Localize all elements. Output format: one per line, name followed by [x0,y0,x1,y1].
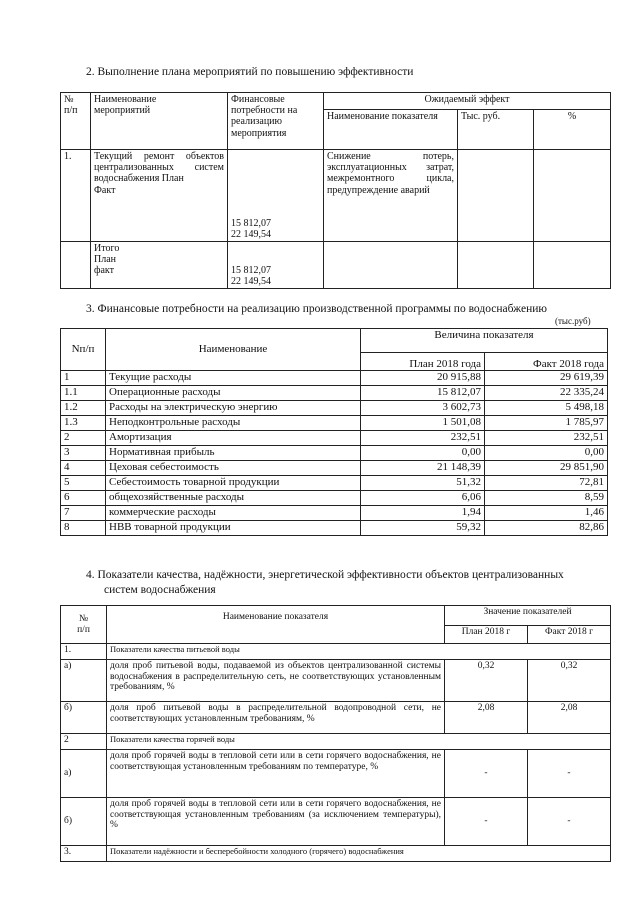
header-num: № п/п [61,93,91,150]
total-row [61,242,611,289]
header-indicator-name: Наименование показателя [324,110,458,150]
efficiency-table [60,92,611,289]
table-row: 7 коммерческие расходы 1,94 1,46 [61,506,608,521]
table-row: 6 общехозяйственные расходы 6,06 8,59 [61,491,608,506]
header-name: Наименование [106,329,361,371]
group-row: 2 Показатели качества горячей воды [61,734,611,750]
header-value: Величина показателя [361,329,608,353]
table-row [61,150,611,242]
table-row: 4 Цеховая себестоимость 21 148,39 29 851,90 [61,461,608,476]
section4-title-line2: систем водоснабжения [104,584,216,596]
table-row: 1 Текущие расходы 20 915,88 29 619,39 [61,371,608,386]
table-row: 3 Нормативная прибыль 0,00 0,00 [61,446,608,461]
total-label: Итого План факт [91,242,228,289]
table-row: б) доля проб горячей воды в тепловой сети или в сети горячего водоснабжения, не соответствующая установленным требованиям (за исключением температуры), % - - [61,798,611,846]
thous-rub-value [458,150,534,242]
header-thous-rub: Тыс. руб. [458,110,534,150]
table-row: б) доля проб питьевой воды в распределительной водопроводной сети, не соответствующих установленным требованиям, % 2,08 2,08 [61,702,611,734]
header-financial-needs: Финансовые потребности на реализацию мероприятия [228,93,324,150]
header-fact: Факт 2018 г [528,626,611,644]
header-values: Значение показателей [445,606,611,626]
quality-table [60,605,611,862]
group-row: 3. Показатели надёжности и бесперебойности холодного (горячего) водоснабжения [61,846,611,862]
total-values: 15 812,07 22 149,54 [228,242,324,289]
section3-title: 3. Финансовые потребности на реализацию производственной программы по водоснабжению [86,303,547,315]
financial-values: 15 812,07 22 149,54 [228,150,324,242]
header-plan: План 2018 г [445,626,528,644]
table-row: 8 НВВ товарной продукции 59,32 82,86 [61,521,608,536]
indicator-name: Снижение потерь, эксплуатационных затрат, межремонтного цикла, предупреждение аварий [324,150,458,242]
header-num: № п/п [61,606,107,644]
financial-table [60,328,608,536]
table-row: а) доля проб горячей воды в тепловой сети или в сети горячего водоснабжения, не соответствующая установленным требованиям по температуре, % - - [61,750,611,798]
table-row: а) доля проб питьевой воды, подаваемой из объектов централизованной системы водоснабжения в распределительную сеть, не соответствующих установленным требованиям, % 0,32 0,32 [61,660,611,702]
header-indicator-name: Наименование показателя [107,606,445,644]
header-num: Nп/п [61,329,106,371]
table-row: 5 Себестоимость товарной продукции 51,32 72,81 [61,476,608,491]
header-measure-name: Наименование мероприятий [91,93,228,150]
header-expected-effect: Ожидаемый эффект [324,93,611,110]
table-row: 2 Амортизация 232,51 232,51 [61,431,608,446]
measure-name: Текущий ремонт объектов централизованных систем водоснабжения План Факт [91,150,228,242]
table-row: 1.2 Расходы на электрическую энергию 3 602,73 5 498,18 [61,401,608,416]
header-fact: Факт 2018 года [485,353,608,371]
table-row: 1.1 Операционные расходы 15 812,07 22 335,24 [61,386,608,401]
row-num: 1. [61,150,91,242]
table-row: 1.3 Неподконтрольные расходы 1 501,08 1 785,97 [61,416,608,431]
header-percent: % [534,110,611,150]
section2-title: 2. Выполнение плана мероприятий по повышению эффективности [86,66,414,78]
group-row: 1. Показатели качества питьевой воды [61,644,611,660]
section4-title-line1: 4. Показатели качества, надёжности, энергетической эффективности объектов централизованных [86,569,564,581]
header-plan: План 2018 года [361,353,485,371]
unit-label: (тыс.руб) [555,316,591,326]
percent-value [534,150,611,242]
